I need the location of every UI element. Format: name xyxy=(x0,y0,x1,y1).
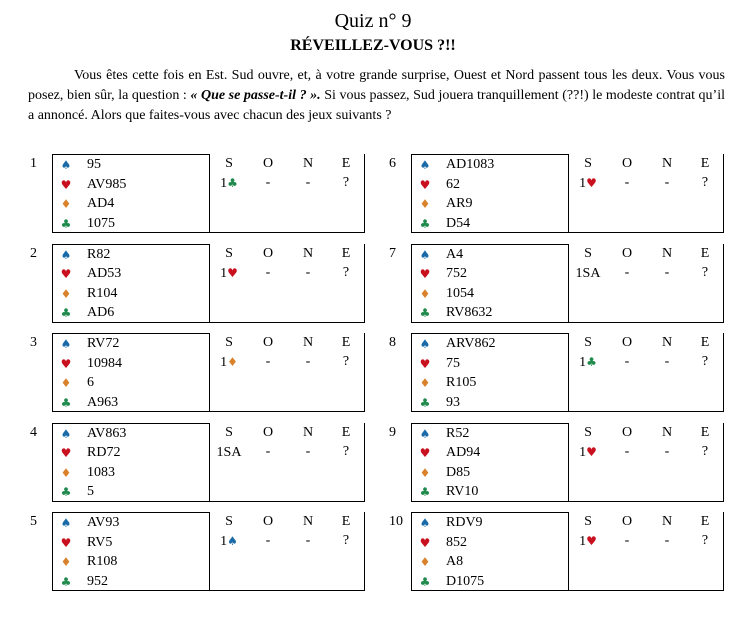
hand-row-diamond xyxy=(53,373,203,393)
club-cards: RV8632 xyxy=(446,305,493,320)
quiz-number: 9 xyxy=(389,424,396,440)
hand-row-heart xyxy=(53,354,203,374)
diamond-cards: D85 xyxy=(446,464,471,480)
east-bid: ? xyxy=(342,354,350,369)
auction-header: N xyxy=(302,335,314,350)
auction-header: E xyxy=(700,156,710,171)
diamond-cards: R108 xyxy=(87,554,118,569)
hand-row-club xyxy=(53,214,203,234)
quiz-item xyxy=(389,423,724,503)
hand-row-spade xyxy=(412,513,562,533)
diamond-icon: ♦ xyxy=(60,465,72,480)
south-opening xyxy=(568,173,608,194)
opening-level: 1 xyxy=(220,265,228,281)
hand-row-club xyxy=(53,572,203,592)
auction-box xyxy=(568,512,724,591)
east-bid: ? xyxy=(342,175,350,190)
auction-header: O xyxy=(262,424,274,440)
auction-header-row xyxy=(209,154,365,174)
auction-header: E xyxy=(341,514,351,529)
diamond-icon: ♦ xyxy=(60,555,72,569)
north-bid: - xyxy=(664,175,670,190)
heart-cards: 752 xyxy=(446,266,467,281)
hand-box xyxy=(52,333,210,412)
north-bid: - xyxy=(305,533,311,548)
hand-row-diamond xyxy=(412,552,562,572)
club-cards: AD6 xyxy=(87,305,115,320)
auction-header-row xyxy=(568,423,724,443)
heart-cards: AV985 xyxy=(87,176,127,192)
east-bid: ? xyxy=(701,533,709,548)
west-bid: - xyxy=(624,175,630,190)
east-bid: ? xyxy=(701,264,709,280)
hand-row-club xyxy=(53,393,203,413)
auction-header: O xyxy=(621,514,633,529)
hand-box xyxy=(52,244,210,323)
heart-cards: 62 xyxy=(446,176,460,192)
auction-header: S xyxy=(225,156,233,171)
opening-level: 1SA xyxy=(575,265,601,281)
north-bid: - xyxy=(305,264,311,280)
auction-header: O xyxy=(262,156,274,171)
auction-header: E xyxy=(341,156,351,171)
auction-header: N xyxy=(661,245,673,261)
hand-row-club xyxy=(53,482,203,502)
quiz-item xyxy=(30,333,365,413)
spade-cards: R52 xyxy=(446,425,470,441)
quiz-subtitle: RÉVEILLEZ-VOUS ?!! xyxy=(290,37,456,54)
diamond-icon: ♦ xyxy=(419,197,431,211)
hand-row-spade xyxy=(412,245,562,265)
auction-box xyxy=(209,512,365,591)
hand-row-diamond xyxy=(53,284,203,304)
auction-bid-row xyxy=(568,263,724,283)
north-bid: - xyxy=(664,264,670,280)
intro-paragraph xyxy=(28,66,725,126)
quiz-number: 7 xyxy=(389,245,396,261)
auction-header-row xyxy=(568,244,724,264)
west-bid: - xyxy=(624,354,630,369)
hand-row-heart xyxy=(412,354,562,374)
opening-level: 1 xyxy=(220,534,228,549)
spade-cards: AV863 xyxy=(87,425,127,441)
hand-row-club xyxy=(412,303,562,323)
auction-header: E xyxy=(700,245,710,261)
auction-bid-row xyxy=(568,442,724,462)
hand-row-heart xyxy=(53,443,203,463)
diamond-icon: ♦ xyxy=(419,555,431,569)
diamond-cards: AD4 xyxy=(87,196,115,211)
club-icon: ♣ xyxy=(60,395,72,410)
auction-header: S xyxy=(584,245,592,261)
heart-cards: 852 xyxy=(446,534,467,550)
hand-row-club xyxy=(412,214,562,234)
auction-header: E xyxy=(700,514,710,529)
south-opening xyxy=(568,531,608,552)
diamond-icon: ♦ xyxy=(60,197,72,211)
spade-cards: R82 xyxy=(87,246,111,262)
auction-header: O xyxy=(621,335,633,350)
opening-level: 1 xyxy=(220,355,228,370)
heart-icon: ♥ xyxy=(419,356,431,371)
club-icon: ♣ xyxy=(60,216,72,231)
auction-box xyxy=(568,423,724,502)
heart-icon: ♥ xyxy=(60,356,72,371)
auction-header-row xyxy=(209,423,365,443)
hand-box xyxy=(411,154,569,233)
hand-box xyxy=(411,333,569,412)
heart-icon: ♥ xyxy=(60,177,72,192)
diamond-icon: ♦ xyxy=(60,286,72,301)
auction-bid-row xyxy=(568,352,724,372)
west-bid: - xyxy=(265,264,271,280)
heart-icon: ♥ xyxy=(419,535,431,550)
hand-row-heart xyxy=(53,264,203,284)
spade-icon: ♠ xyxy=(419,337,431,351)
auction-box xyxy=(209,333,365,412)
east-bid: ? xyxy=(701,354,709,369)
spade-cards: 95 xyxy=(87,157,101,172)
hand-row-heart xyxy=(412,264,562,284)
quiz-title: Quiz n° 9 xyxy=(334,10,412,32)
club-icon: ♣ xyxy=(60,306,72,320)
south-opening xyxy=(209,263,249,284)
intro-text-start: Vous êtes cette fois en Est. Sud ouvre, et, à votre grande surprise, Ouest et Nord passent tous les deux. Vous vous posez, bien sûr, la question : xyxy=(28,68,725,103)
hand-row-heart xyxy=(53,533,203,553)
club-cards: 5 xyxy=(87,484,94,499)
opening-level: 1 xyxy=(220,176,228,191)
spade-cards: RDV9 xyxy=(446,515,483,530)
auction-header: N xyxy=(302,156,314,171)
hand-row-club xyxy=(53,303,203,323)
club-cards: 93 xyxy=(446,394,460,410)
quiz-number: 4 xyxy=(30,424,37,440)
north-bid: - xyxy=(664,354,670,369)
auction-bid-row xyxy=(568,173,724,193)
diamond-icon: ♦ xyxy=(60,376,72,390)
hand-row-club xyxy=(412,393,562,413)
opening-level: 1 xyxy=(579,355,587,370)
spade-icon: ♠ xyxy=(60,158,72,172)
club-cards: 952 xyxy=(87,573,108,589)
opening-level: 1 xyxy=(579,534,587,549)
quiz-number: 2 xyxy=(30,245,37,261)
auction-box xyxy=(209,244,365,323)
auction-header: N xyxy=(302,245,314,261)
opening-suit-icon: ♥ xyxy=(586,534,597,548)
auction-header-row xyxy=(209,512,365,532)
diamond-cards: 1054 xyxy=(446,285,474,301)
auction-header: N xyxy=(302,424,314,440)
auction-header-row xyxy=(568,154,724,174)
opening-suit-icon: ♦ xyxy=(227,355,238,369)
quiz-item xyxy=(389,154,724,234)
club-icon: ♣ xyxy=(419,216,431,231)
south-opening xyxy=(568,352,608,373)
diamond-cards: R104 xyxy=(87,285,118,301)
north-bid: - xyxy=(305,175,311,190)
south-opening xyxy=(209,442,249,463)
west-bid: - xyxy=(265,533,271,548)
spade-icon: ♠ xyxy=(60,516,72,530)
spade-icon: ♠ xyxy=(60,426,72,441)
west-bid: - xyxy=(265,354,271,369)
west-bid: - xyxy=(265,443,271,459)
quiz-item xyxy=(389,512,724,592)
heart-icon: ♥ xyxy=(419,446,431,460)
auction-header: N xyxy=(302,514,314,529)
quiz-number: 3 xyxy=(30,335,37,350)
auction-header: O xyxy=(621,156,633,171)
south-opening xyxy=(209,352,249,373)
spade-cards: ARV862 xyxy=(446,336,496,351)
diamond-icon: ♦ xyxy=(419,465,431,480)
hand-box xyxy=(52,423,210,502)
auction-bid-row xyxy=(209,173,365,193)
club-icon: ♣ xyxy=(419,485,431,499)
south-opening xyxy=(209,173,249,194)
diamond-icon: ♦ xyxy=(419,286,431,301)
hand-row-heart xyxy=(53,175,203,195)
opening-suit-icon: ♥ xyxy=(586,444,597,459)
heart-cards: 75 xyxy=(446,355,460,371)
hand-row-spade xyxy=(412,424,562,444)
auction-bid-row xyxy=(209,263,365,283)
north-bid: - xyxy=(664,443,670,459)
auction-box xyxy=(568,244,724,323)
heart-icon: ♥ xyxy=(419,177,431,192)
hand-row-spade xyxy=(412,334,562,354)
auction-header: N xyxy=(661,424,673,440)
intro-emphasis: « Que se passe-t-il ? ». xyxy=(190,88,321,103)
auction-header-row xyxy=(568,512,724,532)
hand-box xyxy=(411,244,569,323)
opening-suit-icon: ♥ xyxy=(227,265,238,280)
east-bid: ? xyxy=(342,264,350,280)
spade-icon: ♠ xyxy=(419,158,431,172)
hand-box xyxy=(411,512,569,591)
hand-row-diamond xyxy=(53,552,203,572)
club-icon: ♣ xyxy=(419,395,431,410)
auction-box xyxy=(568,154,724,233)
hand-row-spade xyxy=(412,155,562,175)
opening-level: 1SA xyxy=(216,444,242,460)
east-bid: ? xyxy=(342,443,350,459)
club-cards: D54 xyxy=(446,215,471,231)
club-icon: ♣ xyxy=(60,574,72,589)
heart-icon: ♥ xyxy=(60,267,72,281)
auction-header-row xyxy=(209,333,365,353)
spade-icon: ♠ xyxy=(419,247,431,262)
auction-header: S xyxy=(584,424,592,440)
spade-cards: AD1083 xyxy=(446,157,495,172)
north-bid: - xyxy=(305,354,311,369)
opening-level: 1 xyxy=(579,444,587,460)
heart-cards: 10984 xyxy=(87,355,122,371)
intro-text-end: Si vous passez, Sud jouera tranquillement (??!) le modeste contrat qu’il a annoncé. Alors que faites-vous avec chacun des jeux suivants ? xyxy=(28,88,725,123)
opening-level: 1 xyxy=(579,176,587,191)
hand-row-spade xyxy=(53,245,203,265)
hand-row-spade xyxy=(53,334,203,354)
heart-cards: AD94 xyxy=(446,445,481,460)
south-opening xyxy=(209,531,249,552)
spade-cards: AV93 xyxy=(87,515,120,530)
west-bid: - xyxy=(624,443,630,459)
hand-row-diamond xyxy=(412,194,562,214)
diamond-cards: A8 xyxy=(446,554,464,569)
club-cards: D1075 xyxy=(446,573,485,589)
auction-box xyxy=(209,423,365,502)
club-icon: ♣ xyxy=(419,306,431,320)
auction-header: S xyxy=(225,245,233,261)
diamond-icon: ♦ xyxy=(419,376,431,390)
auction-header: E xyxy=(341,424,351,440)
spade-cards: A4 xyxy=(446,246,464,262)
auction-header: N xyxy=(661,335,673,350)
auction-header: E xyxy=(700,424,710,440)
club-cards: A963 xyxy=(87,394,119,410)
spade-icon: ♠ xyxy=(419,426,431,441)
hand-row-spade xyxy=(53,513,203,533)
east-bid: ? xyxy=(342,533,350,548)
quiz-item xyxy=(30,512,365,592)
west-bid: - xyxy=(624,533,630,548)
hand-row-club xyxy=(412,572,562,592)
auction-header: O xyxy=(621,245,633,261)
hand-box xyxy=(52,512,210,591)
heart-cards: AD53 xyxy=(87,266,122,281)
club-cards: RV10 xyxy=(446,484,479,499)
auction-header: E xyxy=(341,245,351,261)
auction-header: N xyxy=(661,514,673,529)
auction-header: E xyxy=(700,335,710,350)
heart-icon: ♥ xyxy=(60,446,72,460)
opening-suit-icon: ♣ xyxy=(227,176,238,190)
north-bid: - xyxy=(305,443,311,459)
east-bid: ? xyxy=(701,443,709,459)
spade-icon: ♠ xyxy=(60,337,72,351)
quiz-number: 1 xyxy=(30,156,37,171)
hand-row-heart xyxy=(412,175,562,195)
quiz-item xyxy=(30,154,365,234)
heart-cards: RV5 xyxy=(87,534,113,550)
auction-header: S xyxy=(225,514,233,529)
auction-header: S xyxy=(225,335,233,350)
auction-header: O xyxy=(262,514,274,529)
north-bid: - xyxy=(664,533,670,548)
auction-header: S xyxy=(584,514,592,529)
auction-bid-row xyxy=(209,442,365,462)
auction-header: O xyxy=(262,245,274,261)
west-bid: - xyxy=(265,175,271,190)
quiz-number: 10 xyxy=(389,514,403,529)
hand-box xyxy=(52,154,210,233)
quiz-number: 8 xyxy=(389,335,396,350)
south-opening xyxy=(568,263,608,284)
auction-box xyxy=(209,154,365,233)
west-bid: - xyxy=(624,264,630,280)
quiz-number: 5 xyxy=(30,514,37,529)
spade-icon: ♠ xyxy=(60,247,72,262)
east-bid: ? xyxy=(701,175,709,190)
hand-row-diamond xyxy=(53,194,203,214)
hand-row-heart xyxy=(412,533,562,553)
auction-bid-row xyxy=(568,531,724,551)
hand-row-diamond xyxy=(412,284,562,304)
auction-bid-row xyxy=(209,352,365,372)
auction-header: S xyxy=(584,335,592,350)
auction-header: N xyxy=(661,156,673,171)
diamond-cards: 6 xyxy=(87,375,94,390)
heart-icon: ♥ xyxy=(419,267,431,281)
opening-suit-icon: ♥ xyxy=(586,176,597,190)
hand-row-diamond xyxy=(53,463,203,483)
hand-row-diamond xyxy=(412,373,562,393)
hand-row-heart xyxy=(412,443,562,463)
club-icon: ♣ xyxy=(60,485,72,499)
hand-row-spade xyxy=(53,155,203,175)
south-opening xyxy=(568,442,608,463)
hand-row-spade xyxy=(53,424,203,444)
auction-header: S xyxy=(584,156,592,171)
hand-row-club xyxy=(412,482,562,502)
opening-suit-icon: ♣ xyxy=(586,355,597,369)
quiz-item xyxy=(389,244,724,324)
quiz-item xyxy=(30,423,365,503)
auction-box xyxy=(568,333,724,412)
auction-header: S xyxy=(225,424,233,440)
auction-header-row xyxy=(209,244,365,264)
spade-icon: ♠ xyxy=(419,516,431,530)
hand-box xyxy=(411,423,569,502)
diamond-cards: AR9 xyxy=(446,196,473,211)
club-icon: ♣ xyxy=(419,574,431,589)
club-cards: 1075 xyxy=(87,215,115,231)
diamond-cards: R105 xyxy=(446,375,477,390)
auction-header-row xyxy=(568,333,724,353)
heart-cards: RD72 xyxy=(87,445,121,460)
quiz-number: 6 xyxy=(389,156,396,171)
opening-suit-icon: ♠ xyxy=(227,534,238,548)
spade-cards: RV72 xyxy=(87,336,120,351)
auction-header: O xyxy=(262,335,274,350)
auction-bid-row xyxy=(209,531,365,551)
quiz-item xyxy=(389,333,724,413)
hand-row-diamond xyxy=(412,463,562,483)
heart-icon: ♥ xyxy=(60,535,72,550)
diamond-cards: 1083 xyxy=(87,464,115,480)
auction-header: E xyxy=(341,335,351,350)
auction-header: O xyxy=(621,424,633,440)
quiz-item xyxy=(30,244,365,324)
